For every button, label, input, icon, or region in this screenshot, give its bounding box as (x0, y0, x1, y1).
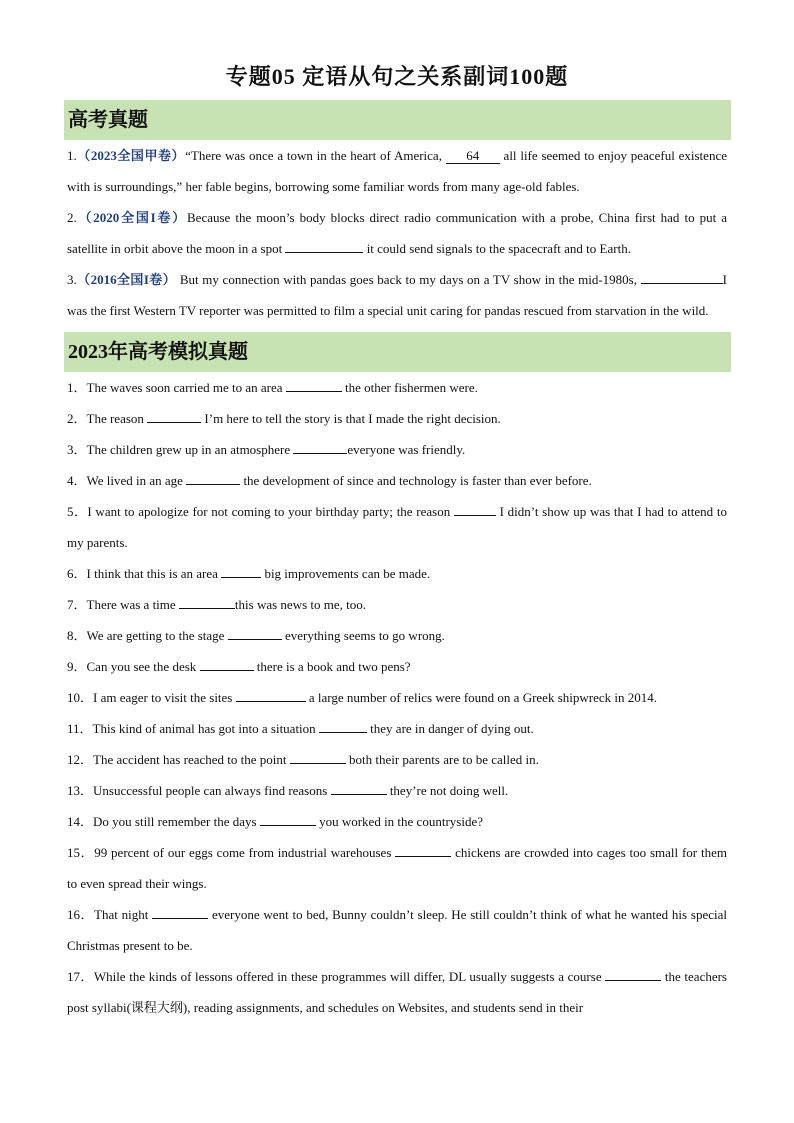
section-heading-mock: 2023年高考模拟真题 (64, 332, 731, 372)
question-text-before: I think that this is an area (86, 566, 222, 581)
question-text-before: The children grew up in an atmosphere (86, 442, 294, 457)
question-text-after: this was news to me, too. (234, 597, 366, 612)
question-text-after: everyone went to bed, Bunny couldn’t sleep. He still couldn’t think of what he wanted his special Christmas present to be. (67, 907, 727, 953)
question-source: （2020全国I卷） (76, 210, 188, 225)
question-text-after: you worked in the countryside? (315, 814, 483, 829)
question-number: 14． (67, 814, 94, 829)
question-item (67, 620, 727, 651)
question-text-after: the development of since and technology is faster than ever before. (240, 473, 592, 488)
question-item (67, 651, 727, 682)
question-text-before: The waves soon carried me to an area (86, 380, 286, 395)
question-item (67, 899, 727, 961)
question-number: 8． (67, 628, 87, 643)
question-number: 1. (67, 148, 77, 163)
question-number: 3． (67, 442, 87, 457)
question-item (67, 264, 727, 326)
answer-blank[interactable] (200, 656, 254, 671)
answer-blank[interactable] (221, 563, 261, 578)
question-number: 9． (67, 659, 87, 674)
answer-blank[interactable] (236, 687, 306, 702)
question-item (67, 682, 727, 713)
question-item (67, 202, 727, 264)
question-text-before: This kind of animal has got into a situation (92, 721, 319, 736)
question-text-after: big improvements can be made. (261, 566, 431, 581)
question-text-after: they’re not doing well. (386, 783, 509, 798)
question-text-after: everything seems to go wrong. (281, 628, 445, 643)
question-text-before: But my connection with pandas goes back to my days on a TV show in the mid-1980s, (176, 272, 641, 287)
question-item (67, 775, 727, 806)
question-item (67, 372, 727, 403)
question-text-after: I was the first Western TV reporter was permitted to film a special unit caring for pandas rescued from starvation in the wild. (67, 272, 728, 318)
question-text-before: Unsuccessful people can always find reasons (93, 783, 331, 798)
question-text-after: they are in danger of dying out. (366, 721, 534, 736)
question-item (67, 434, 727, 465)
question-text-after: there is a book and two pens? (253, 659, 411, 674)
question-number: 10． (67, 690, 94, 705)
document-page (67, 62, 727, 1023)
question-text-before: We lived in an age (86, 473, 187, 488)
question-text-after: I’m here to tell the story is that I made the right decision. (201, 411, 501, 426)
answer-blank[interactable] (286, 377, 342, 392)
question-number: 1． (67, 380, 87, 395)
answer-blank[interactable] (641, 269, 723, 284)
question-text-after: I didn’t show up was that I had to attend to my parents. (67, 504, 727, 550)
answer-blank[interactable] (395, 842, 451, 857)
page-title: 专题05 定语从句之关系副词100题 (225, 64, 569, 89)
question-item (67, 713, 727, 744)
question-text-before: I am eager to visit the sites (93, 690, 236, 705)
answer-blank[interactable]: 64 (446, 149, 500, 164)
question-item (67, 558, 727, 589)
question-number: 2． (67, 411, 87, 426)
question-item (67, 961, 727, 1023)
answer-blank[interactable] (293, 439, 347, 454)
question-text-before: We are getting to the stage (86, 628, 228, 643)
question-text-before: That night (94, 907, 153, 922)
question-text-after: chickens are crowded into cages too small for them to even spread their wings. (67, 845, 727, 891)
question-number: 5． (67, 504, 88, 519)
answer-blank[interactable] (290, 749, 346, 764)
question-text-after: everyone was friendly. (347, 442, 466, 457)
question-text-before: The accident has reached to the point (93, 752, 290, 767)
question-number: 17． (67, 969, 94, 984)
answer-blank[interactable] (152, 904, 208, 919)
answer-blank[interactable] (285, 238, 363, 253)
answer-blank[interactable] (319, 718, 367, 733)
answer-blank[interactable] (228, 625, 282, 640)
question-item (67, 403, 727, 434)
question-text-before: While the kinds of lessons offered in these programmes will differ, DL usually suggests a course (93, 969, 606, 984)
question-text-before: “There was once a town in the heart of America, (185, 148, 446, 163)
question-item (67, 140, 727, 202)
answer-blank[interactable] (147, 408, 201, 423)
question-source: （2016全国I卷） (76, 272, 177, 287)
question-number: 6． (67, 566, 87, 581)
question-number: 3. (67, 272, 77, 287)
answer-blank[interactable] (605, 966, 661, 981)
question-number: 13． (67, 783, 94, 798)
question-text-before: There was a time (86, 597, 179, 612)
question-number: 7． (67, 597, 87, 612)
question-text-after: the teachers post syllabi(课程大纲), reading assignments, and schedules on Websites, and students send in their (67, 969, 727, 1015)
question-text-before: The reason (86, 411, 148, 426)
answer-blank[interactable] (186, 470, 240, 485)
question-item (67, 465, 727, 496)
question-text-before: Do you still remember the days (93, 814, 260, 829)
question-text-before: Can you see the desk (86, 659, 200, 674)
question-item (67, 589, 727, 620)
question-text-before: Because the moon’s body blocks direct radio communication with a probe, China first had to put a satellite in orbit above the moon in a spot (67, 210, 727, 256)
question-number: 15． (67, 845, 95, 860)
question-text-after: it could send signals to the spacecraft and to Earth. (363, 241, 631, 256)
answer-blank[interactable] (179, 594, 235, 609)
question-text-after: all life seemed to enjoy peaceful existence with is surroundings,” her fable begins, borrowing some familiar words from many age-old fables. (67, 148, 727, 194)
answer-blank[interactable] (454, 501, 496, 516)
question-number: 4． (67, 473, 87, 488)
question-number: 2. (67, 210, 77, 225)
question-number: 11． (67, 721, 93, 736)
question-text-before: 99 percent of our eggs come from industrial warehouses (94, 845, 396, 860)
question-item (67, 744, 727, 775)
question-text-after: both their parents are to be called in. (345, 752, 539, 767)
question-number: 12． (67, 752, 94, 767)
question-text-after: the other fishermen were. (341, 380, 478, 395)
question-number: 16． (67, 907, 95, 922)
question-item (67, 806, 727, 837)
answer-blank[interactable] (260, 811, 316, 826)
question-item (67, 837, 727, 899)
question-text-before: I want to apologize for not coming to your birthday party; the reason (87, 504, 454, 519)
answer-blank[interactable] (331, 780, 387, 795)
question-source: （2023全国甲卷） (76, 148, 186, 163)
question-text-after: a large number of relics were found on a Greek shipwreck in 2014. (305, 690, 657, 705)
section-heading-gaokao: 高考真题 (64, 100, 731, 140)
question-item (67, 496, 727, 558)
